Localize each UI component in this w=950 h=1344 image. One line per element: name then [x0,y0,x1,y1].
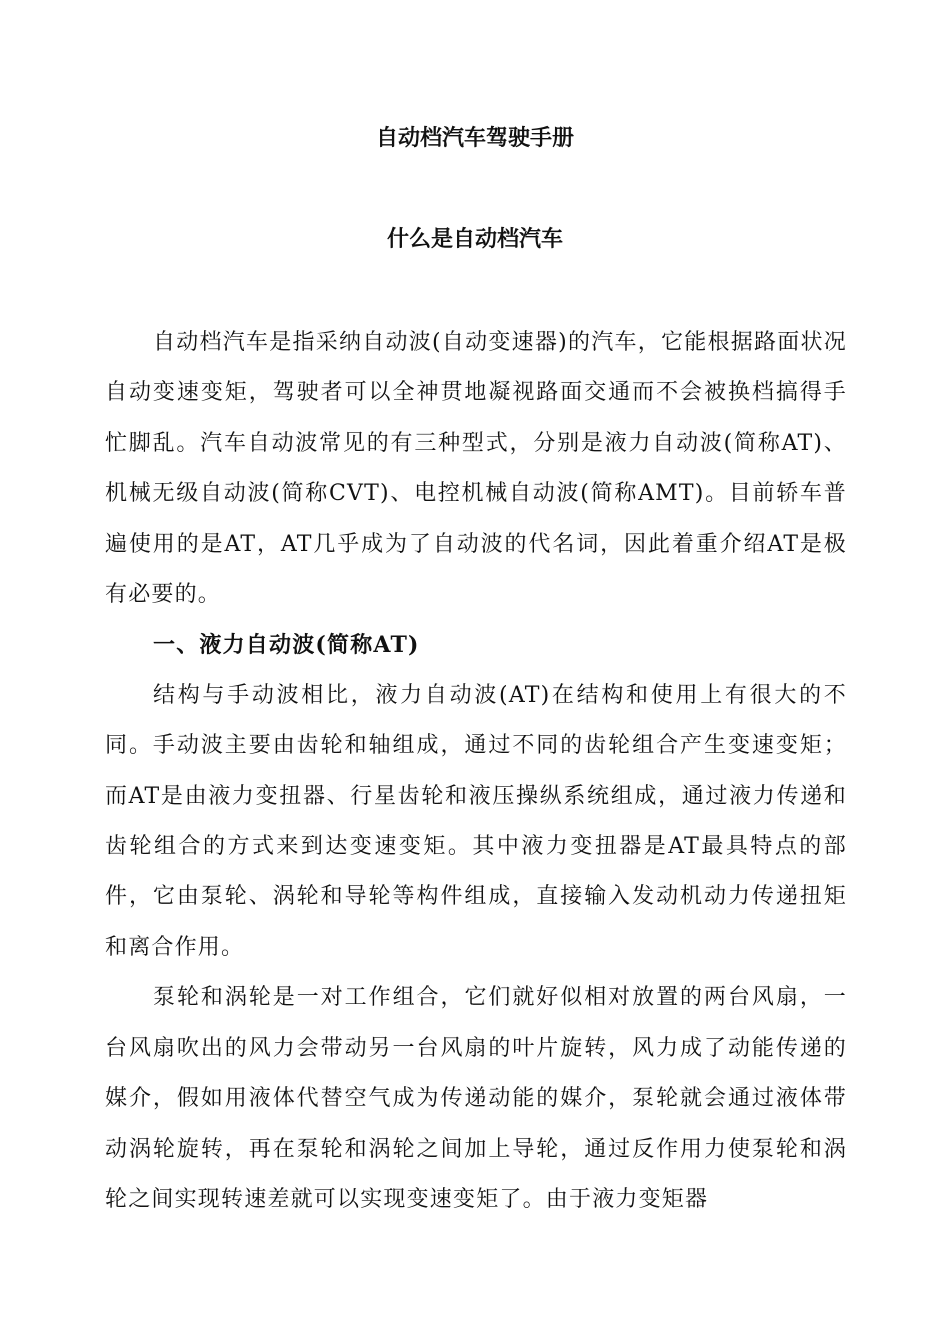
document-title: 自动档汽车驾驶手册 [375,126,574,151]
paragraph-pump-turbine: 泵轮和涡轮是一对工作组合，它们就好似相对放置的两台风扇，一台风扇吹出的风力会带动另一台风扇的叶片旋转，风力成了动能传递的媒介，假如用液体代替空气成为传递动能的媒介，泵轮就会通过液体带动涡轮旋转，再在泵轮和涡轮之间加上导轮，通过反作用力使泵轮和涡轮之间实现转速差就可以实现变速变矩了。由于液力变矩器 [105,985,847,1212]
paragraph-structure: 结构与手动波相比，液力自动波(AT)在结构和使用上有很大的不同。手动波主要由齿轮和轴组成，通过不同的齿轮组合产生变速变矩；而AT是由液力变扭器、行星齿轮和液压操纵系统组成，通过液力传递和齿轮组合的方式来到达变速变矩。其中液力变扭器是AT最具特点的部件，它由泵轮、涡轮和导轮等构件组成，直接输入发动机动力传递扭矩和离合作用。 [105,682,847,960]
document-subtitle: 什么是自动档汽车 [386,227,563,252]
document-body [105,318,847,1225]
paragraph-intro: 自动档汽车是指采纳自动波(自动变速器)的汽车，它能根据路面状况自动变速变矩，驾驶者可以全神贯地凝视路面交通而不会被换档搞得手忙脚乱。汽车自动波常见的有三种型式，分别是液力自动波(简称AT)、机械无级自动波(简称CVT)、电控机械自动波(简称AMT)。目前轿车普遍使用的是AT，AT几乎成为了自动波的代名词，因此着重介绍AT是极有必要的。 [105,330,847,608]
section-heading-at: 一、液力自动波(简称AT) [153,632,420,659]
